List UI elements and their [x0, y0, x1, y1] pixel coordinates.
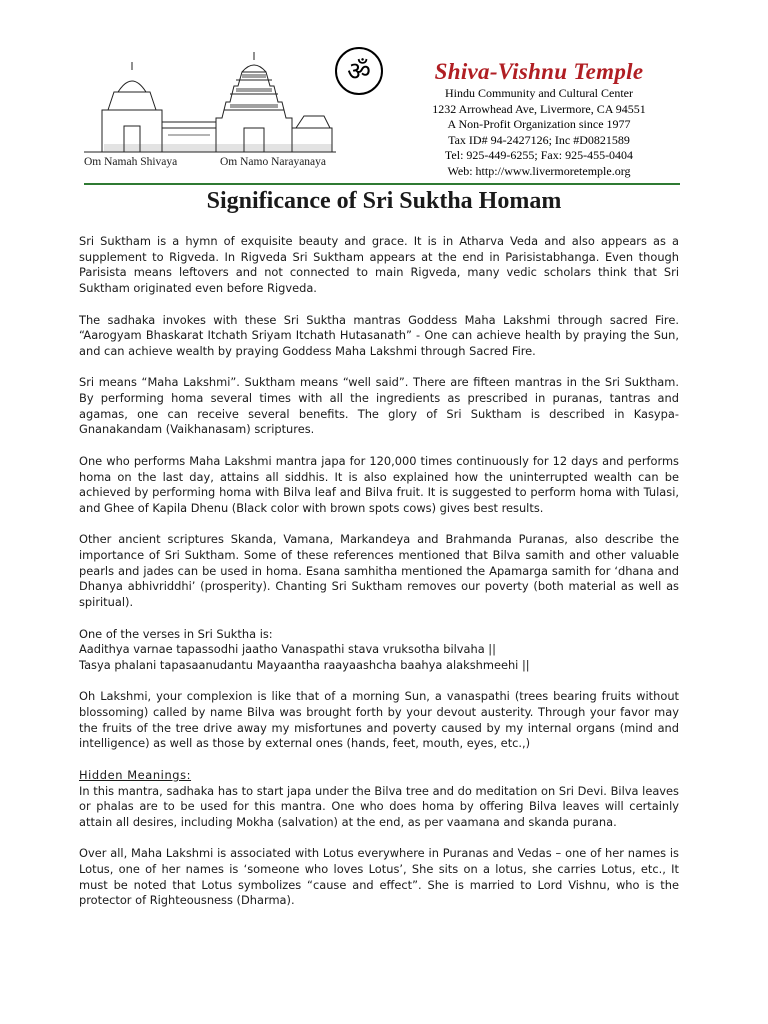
verse-line-1: Aadithya varnae tapassodhi jaatho Vanaspathi stava vruksotha bilvaha ||: [79, 642, 496, 657]
page-title: Significance of Sri Suktha Homam: [206, 188, 562, 214]
letterhead: [84, 40, 680, 185]
temple-illustration: [84, 48, 336, 156]
caption-om-namo-narayanaya: Om Namo Narayanaya: [220, 156, 327, 168]
verse-line-2: Tasya phalani tapasaanudantu Mayaantha raayaashcha baahya alakshmeehi ||: [79, 657, 530, 672]
paragraph-intro: Sri Suktham is a hymn of exquisite beauty and grace. It is in Atharva Veda and also appears as a supplement to Rigveda. In Rigveda Sri Suktham appears at the end in Parisistabhanga. Even though Parisista means leftovers and not connected to main Rigveda, many vedic scholars think that Sri Suktham originated even before Rigveda.: [79, 234, 679, 296]
caption-om-namah-shivaya: Om Namah Shivaya: [84, 156, 178, 168]
hidden-meanings-text: In this mantra, sadhaka has to start japa under the Bilva tree and do meditation on Sri Devi. Bilva leaves or phalas are to be used for this mantra. One who does homa by offering Bilva leaves will certainly attain all desires, including Mokha (salvation) at the end, as per vaamana and skanda purana.: [79, 783, 679, 829]
org-phone-fax: Tel: 925-449-6255; Fax: 925-455-0404: [444, 148, 634, 162]
hidden-meanings-block: [79, 768, 679, 831]
header-divider: [84, 183, 680, 185]
verse-intro: One of the verses in Sri Suktha is:: [79, 626, 273, 641]
paragraph-japa: One who performs Maha Lakshmi mantra japa for 120,000 times continuously for 12 days and performs homa on the last day, attains all siddhis. It is also explained how the uninterrupted wealth can be achieved by performing homa with Bilva leaf and Bilva fruit. It is suggested to perform homa with Tulasi, and Ghee of Kapila Dhenu (Black color with brown spots cows) gives best results.: [79, 453, 679, 515]
verse-block: [79, 627, 679, 674]
article-body: [79, 234, 679, 925]
paragraph-meaning: Sri means “Maha Lakshmi”. Suktham means “well said”. There are fifteen mantras in the Sri Suktham. By performing homa several times with all the ingredients as prescribed in puranas, tantras and agamas, one can receive several benefits. The glory of Sri Suktham is described in Kasypa-Gnanakandam (Vaikhanasam) scriptures.: [79, 375, 679, 437]
om-glyph: ॐ: [347, 57, 371, 87]
hidden-meanings-heading: Hidden Meanings:: [79, 767, 192, 782]
org-tax-id: Tax ID# 94-2427126; Inc #D0821589: [448, 132, 630, 147]
organization-block: [399, 58, 679, 179]
org-subtitle: Hindu Community and Cultural Center: [445, 86, 633, 100]
paragraph-scriptures: Other ancient scriptures Skanda, Vamana, Markandeya and Brahmanda Puranas, also describe the importance of Sri Suktham. Some of these references mentioned that Bilva samith and other valuable pearls and jades can be used in homa. Esana samhitha mentioned the Apamarga samith for ‘dhana and Dhanya abhivriddhi’ (prosperity). Chanting Sri Suktham removes our poverty (both material as well as spiritual).: [79, 532, 679, 610]
org-nonprofit: A Non-Profit Organization since 1977: [447, 117, 631, 131]
paragraph-translation: Oh Lakshmi, your complexion is like that of a morning Sun, a vanaspathi (trees bearing fruits without blossoming) called by name Bilva was brought forth by your devout austerity. Through your favor may the fruits of the tree drive away my misfortunes and poverty caused by my internal organs (mind and intelligence) as well as those by external ones (hands, feet, mouth, eyes, etc.,): [79, 689, 679, 751]
paragraph-lotus: Over all, Maha Lakshmi is associated with Lotus everywhere in Puranas and Vedas – one of her names is Lotus, one of her names is ‘someone who loves Lotus’, She sits on a lotus, she carries Lotus, etc., It must be noted that Lotus symbolizes “cause and effect”. She is married to Lord Vishnu, who is the protector of Righteousness (Dharma).: [79, 846, 679, 908]
paragraph-invocation: The sadhaka invokes with these Sri Suktha mantras Goddess Maha Lakshmi through sacred Fire. “Aarogyam Bhaskarat Itchath Sriyam Itchath Hutasanath” - One can achieve health by praying the Sun, and can achieve wealth by praying Goddess Maha Lakshmi through Sacred Fire.: [79, 312, 679, 358]
org-address: 1232 Arrowhead Ave, Livermore, CA 94551: [432, 101, 646, 116]
organization-name: Shiva-Vishnu Temple: [434, 59, 644, 84]
om-symbol-icon: [334, 46, 384, 96]
org-website: Web: http://www.livermoretemple.org: [447, 163, 631, 178]
